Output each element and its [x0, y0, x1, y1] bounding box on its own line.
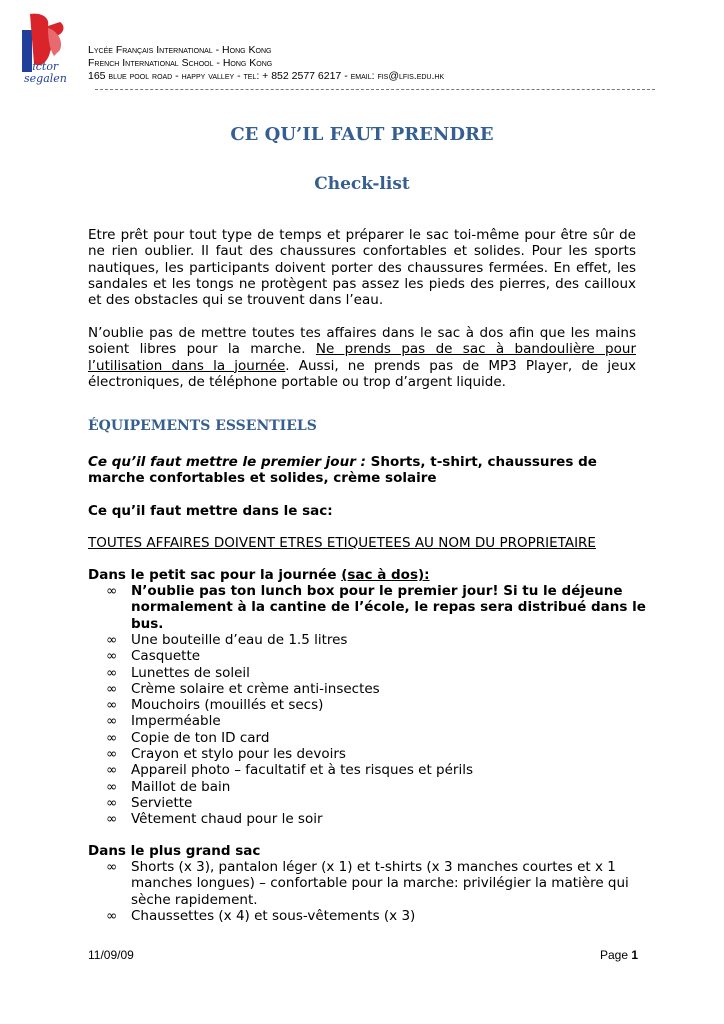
- header-address: 165 blue pool road - happy valley - tel: + 852 2577 6217 - email: fis@lfis.edu.hk: [88, 70, 445, 82]
- bullet-icon: ∞: [106, 729, 118, 746]
- school-logo: [20, 12, 72, 90]
- bullet-icon: ∞: [106, 778, 118, 795]
- lunch-box-reminder: N’oublie pas ton lunch box pour le premier jour! Si tu le déjeune: [131, 583, 623, 599]
- bullet-icon: ∞: [106, 631, 118, 648]
- list-item: manches longues) – confortable pour la marche: privilégier la matière qui: [131, 875, 629, 892]
- bullet-icon: ∞: [106, 794, 118, 811]
- first-day-items-2: marche confortables et solides, crème solaire: [88, 470, 437, 486]
- bullet-icon: ∞: [106, 907, 118, 924]
- list-item: sèche rapidement.: [131, 891, 258, 908]
- small-bag-label-underlined: (sac à dos):: [341, 567, 430, 583]
- bullet-icon: ∞: [106, 859, 118, 875]
- backpack-paragraph: [88, 325, 636, 390]
- in-bag-heading: Ce qu’il faut mettre dans le sac:: [88, 503, 333, 519]
- list-item: Shorts (x 3), pantalon léger (x 1) et t-shirts (x 3 manches courtes et x 1: [131, 859, 616, 875]
- section-heading-equipment: ÉQUIPEMENTS ESSENTIELS: [88, 418, 317, 434]
- backpack-text: N’oublie pas de mettre toutes tes affaires dans le sac à dos afin que les mains soient libres pour la marche.: [88, 325, 636, 358]
- bullet-icon: ∞: [106, 648, 118, 665]
- footer-page: [600, 948, 638, 962]
- small-bag-heading: [88, 567, 430, 583]
- bullet-icon: ∞: [106, 762, 118, 779]
- bullet-icon: ∞: [106, 697, 118, 714]
- footer-page-label: Page: [600, 948, 632, 962]
- logo-text-2: segalen: [24, 72, 67, 85]
- first-day-label: Ce qu’il faut mettre le premier jour :: [88, 454, 366, 470]
- bullet-icon: ∞: [106, 811, 118, 828]
- list-item: Lunettes de soleil: [131, 664, 250, 681]
- bullet-icon: ∞: [106, 713, 118, 730]
- no-shoulder-bag-notice: Ne prends pas de sac à bandoulière pour l’utilisation dans la journée: [88, 341, 636, 374]
- list-item: Copie de ton ID card: [131, 729, 270, 746]
- list-item: Vêtement chaud pour le soir: [131, 811, 323, 828]
- list-item: Maillot de bain: [131, 778, 231, 795]
- list-item: Appareil photo – facultatif et à tes risques et périls: [131, 762, 473, 779]
- backpack-text-end: . Aussi, ne prends pas de MP3 Player, de jeux électroniques, de téléphone portable ou trop d’argent liquide.: [88, 357, 636, 390]
- list-item: Imperméable: [131, 713, 221, 730]
- big-bag-heading: Dans le plus grand sac: [88, 843, 261, 859]
- lunch-box-reminder: normalement à la cantine de l’école, le repas sera distribué dans le: [131, 599, 646, 616]
- page-title: CE QU’IL FAUT PRENDRE: [230, 124, 494, 145]
- list-item: Mouchoirs (mouillés et secs): [131, 697, 324, 714]
- bullet-icon: ∞: [106, 746, 118, 762]
- list-item: Serviette: [131, 794, 193, 811]
- bullet-icon: ∞: [106, 664, 118, 681]
- list-item: Chaussettes (x 4) et sous-vêtements (x 3): [131, 907, 416, 924]
- small-bag-label: Dans le petit sac pour la journée: [88, 567, 342, 583]
- logo-text-1: victor: [26, 60, 59, 73]
- first-day-items: Shorts, t-shirt, chaussures de: [365, 454, 597, 470]
- first-day-block: [88, 454, 636, 470]
- intro-paragraph: Etre prêt pour tout type de temps et préparer le sac toi-même pour être sûr de ne rien oublier. Il faut des chaussures confortables et solides. Pour les sports nautiques, les participants doivent porter des chaussures fermées. En effet, les sandales et les tongs ne protègent pas assez les pieds des pierres, des cailloux et des obstacles qui se trouvent dans l’eau.: [88, 227, 636, 309]
- header-divider: [95, 89, 655, 90]
- list-item: Crème solaire et crème anti-insectes: [131, 680, 380, 697]
- header-school-name-fr: Lycée Français International - Hong Kong: [88, 44, 272, 56]
- bullet-icon: ∞: [106, 680, 118, 697]
- list-item: Casquette: [131, 648, 201, 665]
- page-subtitle: Check-list: [314, 174, 410, 194]
- list-item: Une bouteille d’eau de 1.5 litres: [131, 631, 348, 648]
- labels-notice: TOUTES AFFAIRES DOIVENT ETRES ETIQUETEES AU NOM DU PROPRIETAIRE: [88, 535, 596, 551]
- list-item: Crayon et stylo pour les devoirs: [131, 746, 346, 762]
- footer-date: 11/09/09: [88, 948, 134, 962]
- header-school-name-en: French International School - Hong Kong: [88, 57, 273, 69]
- footer-page-number: 1: [631, 948, 639, 962]
- bullet-icon: ∞: [106, 583, 118, 599]
- lunch-box-reminder: bus.: [131, 615, 164, 632]
